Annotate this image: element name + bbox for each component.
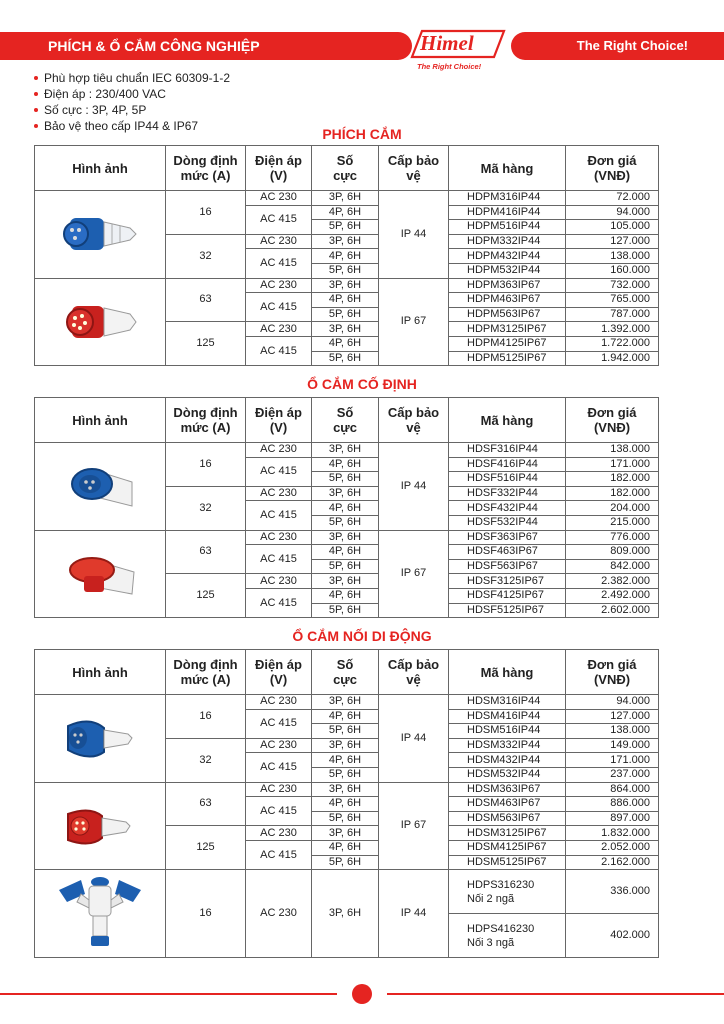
poles: 4P, 6H (312, 840, 379, 855)
poles: 3P, 6H (312, 695, 379, 710)
product-code: HDSM432IP44 (449, 753, 566, 768)
spec-item: Số cực : 3P, 4P, 5P (34, 102, 230, 118)
section-title-mobile-socket: Ổ CẮM NỐI DI ĐỘNG (292, 628, 432, 644)
product-image (35, 870, 166, 958)
col-voltage: Điện áp (V) (246, 398, 312, 443)
unit-price: 171.000 (566, 457, 659, 472)
poles: 5P, 6H (312, 559, 379, 574)
unit-price: 809.000 (566, 545, 659, 560)
page-title: PHÍCH & Ổ CẮM CÔNG NGHIỆP (48, 38, 260, 54)
poles: 5P, 6H (312, 263, 379, 278)
product-code: HDPS416230 Nối 3 ngã (449, 914, 566, 958)
logo-tagline: The Right Choice! (417, 62, 482, 71)
rated-current: 63 (166, 782, 246, 826)
rated-current: 63 (166, 530, 246, 574)
col-image: Hình ảnh (35, 398, 166, 443)
unit-price: 171.000 (566, 753, 659, 768)
poles: 3P, 6H (312, 234, 379, 249)
col-price: Đơn giá (VNĐ) (566, 398, 659, 443)
product-code: HDSF432IP44 (449, 501, 566, 516)
table-row (35, 782, 659, 797)
footer-line-left (0, 993, 337, 995)
product-code: HDSM3125IP67 (449, 826, 566, 841)
header-slogan: The Right Choice! (576, 38, 688, 53)
product-code: HDSF563IP67 (449, 559, 566, 574)
spec-item: Phù hợp tiêu chuẩn IEC 60309-1-2 (34, 70, 230, 86)
poles: 3P, 6H (312, 443, 379, 458)
spec-item: Điện áp : 230/400 VAC (34, 86, 230, 102)
unit-price: 138.000 (566, 724, 659, 739)
red-plug-icon (35, 294, 165, 350)
unit-price: 765.000 (566, 293, 659, 308)
product-code: HDSM332IP44 (449, 738, 566, 753)
unit-price: 2.382.000 (566, 574, 659, 589)
rated-current: 16 (166, 191, 246, 235)
section-title-plug: PHÍCH CẮM (322, 126, 402, 142)
poles: 5P, 6H (312, 767, 379, 782)
product-code: HDPM4125IP67 (449, 336, 566, 351)
protection-rating: IP 67 (379, 782, 449, 870)
rated-current: 32 (166, 486, 246, 530)
poles: 5P, 6H (312, 855, 379, 870)
col-code: Mã hàng (449, 650, 566, 695)
product-code: HDPM416IP44 (449, 205, 566, 220)
product-code: HDSF316IP44 (449, 443, 566, 458)
product-code: HDPS316230 Nối 2 ngã (449, 870, 566, 914)
product-image (35, 278, 166, 366)
table-row (35, 443, 659, 458)
product-code: HDSF332IP44 (449, 486, 566, 501)
product-code: HDSM463IP67 (449, 797, 566, 812)
voltage: AC 230 (246, 870, 312, 958)
blue-plug-icon (35, 206, 165, 262)
col-image: Hình ảnh (35, 650, 166, 695)
voltage: AC 415 (246, 545, 312, 574)
product-code: HDPM432IP44 (449, 249, 566, 264)
unit-price: 842.000 (566, 559, 659, 574)
rated-current: 125 (166, 826, 246, 870)
logo: Himel (420, 31, 474, 55)
unit-price: 215.000 (566, 515, 659, 530)
protection-rating: IP 67 (379, 278, 449, 366)
poles: 3P, 6H (312, 738, 379, 753)
unit-price: 127.000 (566, 234, 659, 249)
product-image (35, 530, 166, 618)
unit-price: 72.000 (566, 191, 659, 206)
table-row (35, 191, 659, 206)
voltage: AC 230 (246, 530, 312, 545)
voltage: AC 415 (246, 293, 312, 322)
product-code: HDSF532IP44 (449, 515, 566, 530)
product-code: HDSF3125IP67 (449, 574, 566, 589)
page-dot-icon (352, 984, 372, 1004)
poles: 4P, 6H (312, 753, 379, 768)
plug-table (34, 145, 659, 366)
poles: 3P, 6H (312, 322, 379, 337)
table-row (35, 530, 659, 545)
poles: 4P, 6H (312, 336, 379, 351)
protection-rating: IP 44 (379, 695, 449, 783)
table-row (35, 278, 659, 293)
voltage: AC 230 (246, 443, 312, 458)
poles: 4P, 6H (312, 249, 379, 264)
unit-price: 886.000 (566, 797, 659, 812)
product-code: HDPM463IP67 (449, 293, 566, 308)
poles: 5P, 6H (312, 515, 379, 530)
unit-price: 138.000 (566, 249, 659, 264)
red-connector-icon (35, 798, 165, 854)
voltage: AC 415 (246, 336, 312, 365)
product-code: HDSM4125IP67 (449, 840, 566, 855)
poles: 3P, 6H (312, 782, 379, 797)
voltage: AC 230 (246, 826, 312, 841)
voltage: AC 230 (246, 695, 312, 710)
voltage: AC 415 (246, 797, 312, 826)
blue-socket-icon (35, 458, 165, 514)
voltage: AC 230 (246, 486, 312, 501)
poles: 4P, 6H (312, 501, 379, 516)
product-image (35, 695, 166, 783)
poles: 4P, 6H (312, 709, 379, 724)
unit-price: 336.000 (566, 870, 659, 914)
unit-price: 94.000 (566, 205, 659, 220)
product-code: HDPM532IP44 (449, 263, 566, 278)
table-header-row (35, 650, 659, 695)
voltage: AC 230 (246, 738, 312, 753)
poles: 5P, 6H (312, 811, 379, 826)
unit-price: 864.000 (566, 782, 659, 797)
unit-price: 127.000 (566, 709, 659, 724)
product-code: HDSM5125IP67 (449, 855, 566, 870)
col-poles: Số cực (312, 398, 379, 443)
unit-price: 94.000 (566, 695, 659, 710)
product-code: HDSM563IP67 (449, 811, 566, 826)
product-code: HDSM416IP44 (449, 709, 566, 724)
table-row (35, 870, 659, 914)
spec-item: Bảo vệ theo cấp IP44 & IP67 (34, 118, 230, 134)
product-code: HDSF4125IP67 (449, 588, 566, 603)
rated-current: 16 (166, 695, 246, 739)
product-code: HDSF363IP67 (449, 530, 566, 545)
unit-price: 787.000 (566, 307, 659, 322)
col-poles: Số cực (312, 650, 379, 695)
product-code: HDSF463IP67 (449, 545, 566, 560)
unit-price: 897.000 (566, 811, 659, 826)
product-code: HDSM516IP44 (449, 724, 566, 739)
mobile-socket-table (34, 649, 659, 958)
protection-rating: IP 44 (379, 443, 449, 531)
voltage: AC 230 (246, 782, 312, 797)
col-price: Đơn giá (VNĐ) (566, 146, 659, 191)
unit-price: 2.052.000 (566, 840, 659, 855)
col-code: Mã hàng (449, 398, 566, 443)
unit-price: 2.602.000 (566, 603, 659, 618)
rated-current: 32 (166, 738, 246, 782)
voltage: AC 415 (246, 840, 312, 869)
poles: 4P, 6H (312, 797, 379, 812)
product-code: HDSM316IP44 (449, 695, 566, 710)
voltage: AC 230 (246, 322, 312, 337)
spec-list (34, 70, 230, 134)
poles: 3P, 6H (312, 870, 379, 958)
unit-price: 1.942.000 (566, 351, 659, 366)
voltage: AC 230 (246, 278, 312, 293)
table-header-row (35, 146, 659, 191)
unit-price: 237.000 (566, 767, 659, 782)
col-protection: Cấp bảo vệ (379, 398, 449, 443)
fixed-socket-table (34, 397, 659, 618)
poles: 4P, 6H (312, 205, 379, 220)
poles: 3P, 6H (312, 486, 379, 501)
unit-price: 2.162.000 (566, 855, 659, 870)
product-code: HDPM516IP44 (449, 220, 566, 235)
protection-rating: IP 44 (379, 870, 449, 958)
product-code: HDPM563IP67 (449, 307, 566, 322)
col-protection: Cấp bảo vệ (379, 650, 449, 695)
splitter-icon (35, 874, 165, 954)
product-code: HDSM363IP67 (449, 782, 566, 797)
header-bar (0, 32, 724, 60)
poles: 4P, 6H (312, 588, 379, 603)
unit-price: 776.000 (566, 530, 659, 545)
col-rated-current: Dòng định mức (A) (166, 398, 246, 443)
product-image (35, 443, 166, 531)
product-code: HDSF416IP44 (449, 457, 566, 472)
voltage: AC 415 (246, 249, 312, 278)
unit-price: 1.722.000 (566, 336, 659, 351)
protection-rating: IP 67 (379, 530, 449, 618)
protection-rating: IP 44 (379, 191, 449, 279)
poles: 5P, 6H (312, 307, 379, 322)
rated-current: 125 (166, 322, 246, 366)
blue-connector-icon (35, 710, 165, 766)
table-row (35, 695, 659, 710)
poles: 3P, 6H (312, 278, 379, 293)
poles: 5P, 6H (312, 472, 379, 487)
product-image (35, 191, 166, 279)
section-title-fixed-socket: Ổ CẮM CỐ ĐỊNH (307, 376, 417, 392)
col-image: Hình ảnh (35, 146, 166, 191)
footer-line-right (387, 993, 724, 995)
poles: 5P, 6H (312, 351, 379, 366)
unit-price: 732.000 (566, 278, 659, 293)
product-code: HDPM332IP44 (449, 234, 566, 249)
col-rated-current: Dòng định mức (A) (166, 650, 246, 695)
product-desc: Nối 3 ngã (467, 936, 515, 949)
poles: 3P, 6H (312, 191, 379, 206)
product-code: HDPM3125IP67 (449, 322, 566, 337)
voltage: AC 230 (246, 234, 312, 249)
col-code: Mã hàng (449, 146, 566, 191)
poles: 4P, 6H (312, 293, 379, 308)
poles: 3P, 6H (312, 574, 379, 589)
col-voltage: Điện áp (V) (246, 650, 312, 695)
voltage: AC 230 (246, 574, 312, 589)
unit-price: 402.000 (566, 914, 659, 958)
product-code: HDSF5125IP67 (449, 603, 566, 618)
rated-current: 63 (166, 278, 246, 322)
product-code: HDPM5125IP67 (449, 351, 566, 366)
col-voltage: Điện áp (V) (246, 146, 312, 191)
poles: 3P, 6H (312, 826, 379, 841)
voltage: AC 415 (246, 457, 312, 486)
product-code: HDPM316IP44 (449, 191, 566, 206)
voltage: AC 415 (246, 709, 312, 738)
unit-price: 105.000 (566, 220, 659, 235)
voltage: AC 230 (246, 191, 312, 206)
unit-price: 182.000 (566, 486, 659, 501)
rated-current: 32 (166, 234, 246, 278)
product-code: HDSM532IP44 (449, 767, 566, 782)
product-desc: Nối 2 ngã (467, 892, 515, 905)
product-code: HDSF516IP44 (449, 472, 566, 487)
rated-current: 125 (166, 574, 246, 618)
unit-price: 204.000 (566, 501, 659, 516)
poles: 5P, 6H (312, 603, 379, 618)
poles: 4P, 6H (312, 545, 379, 560)
unit-price: 1.832.000 (566, 826, 659, 841)
rated-current: 16 (166, 443, 246, 487)
voltage: AC 415 (246, 205, 312, 234)
col-poles: Số cực (312, 146, 379, 191)
poles: 4P, 6H (312, 457, 379, 472)
unit-price: 1.392.000 (566, 322, 659, 337)
table-header-row (35, 398, 659, 443)
product-code: HDPM363IP67 (449, 278, 566, 293)
unit-price: 149.000 (566, 738, 659, 753)
product-image (35, 782, 166, 870)
col-protection: Cấp bảo vệ (379, 146, 449, 191)
red-socket-icon (35, 546, 165, 602)
unit-price: 2.492.000 (566, 588, 659, 603)
col-rated-current: Dòng định mức (A) (166, 146, 246, 191)
poles: 3P, 6H (312, 530, 379, 545)
unit-price: 160.000 (566, 263, 659, 278)
voltage: AC 415 (246, 753, 312, 782)
col-price: Đơn giá (VNĐ) (566, 650, 659, 695)
rated-current: 16 (166, 870, 246, 958)
unit-price: 138.000 (566, 443, 659, 458)
voltage: AC 415 (246, 588, 312, 617)
poles: 5P, 6H (312, 220, 379, 235)
unit-price: 182.000 (566, 472, 659, 487)
poles: 5P, 6H (312, 724, 379, 739)
voltage: AC 415 (246, 501, 312, 530)
